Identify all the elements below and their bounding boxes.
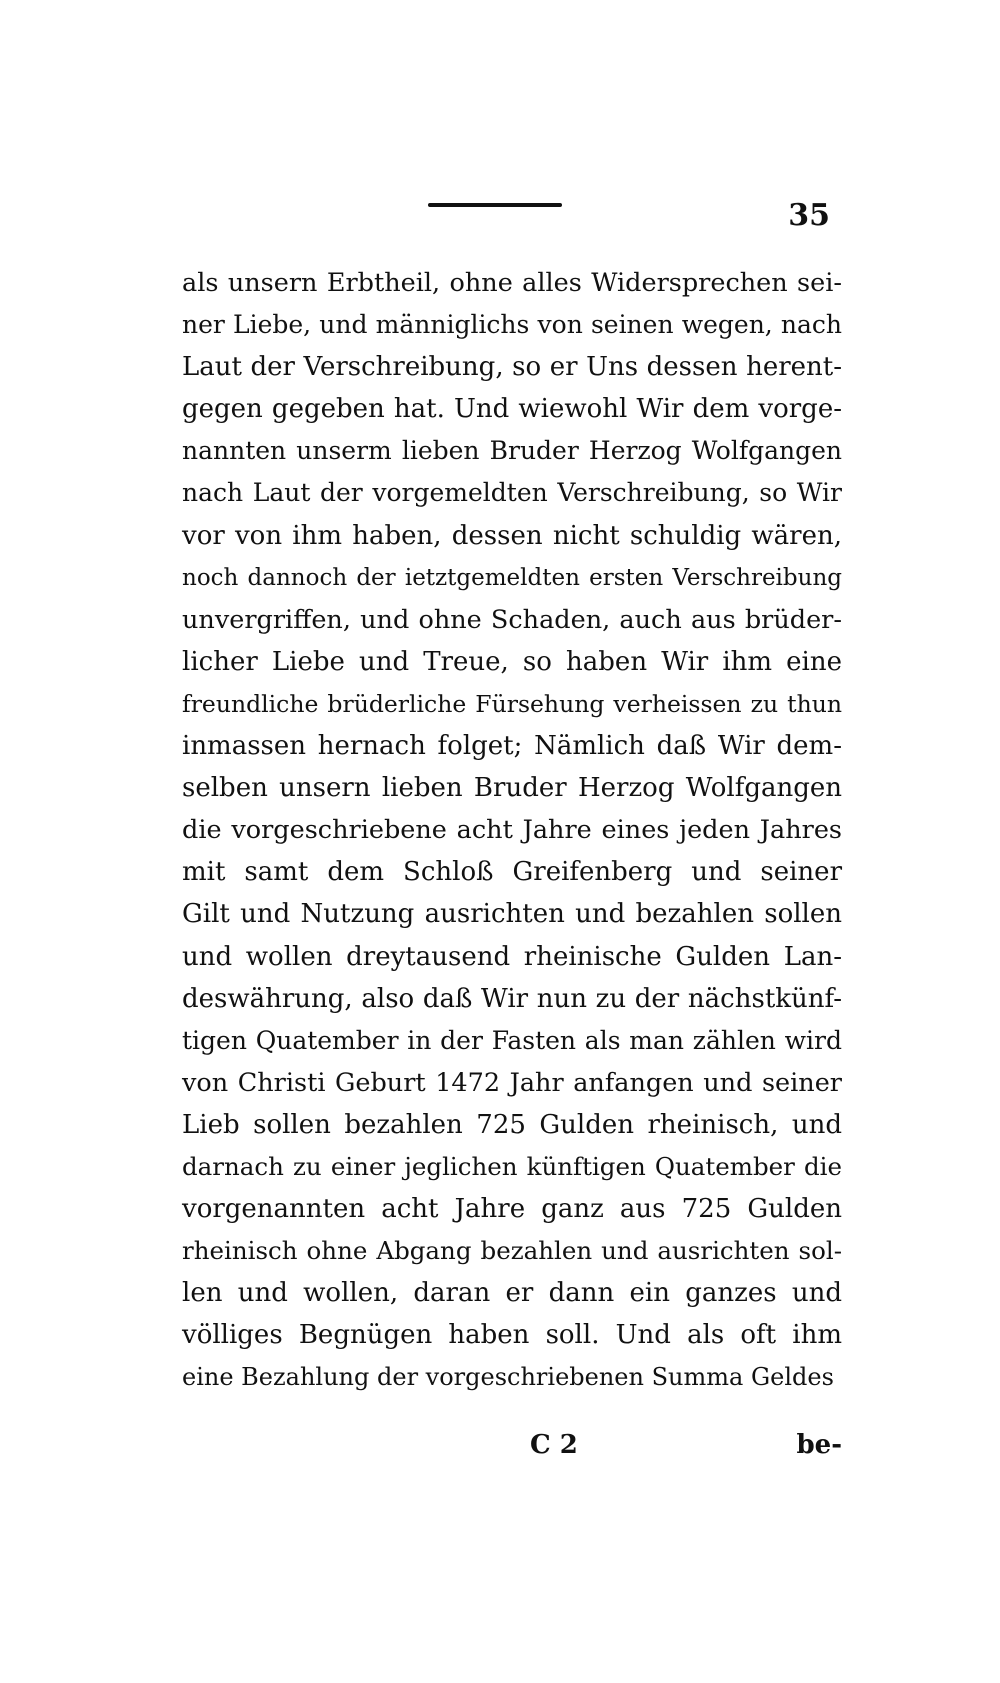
text-line: licher Liebe und Treue, so haben Wir ihm eine <box>182 646 842 677</box>
text-line: vorgenannten acht Jahre ganz aus 725 Gulden <box>182 1194 842 1225</box>
text-line: tigen Quatember in der Fasten als man zählen wird <box>182 1025 842 1055</box>
text-line: unvergriffen, und ohne Schaden, auch aus brüder- <box>182 604 842 635</box>
text-line: mit samt dem Schloß Greifenberg und seiner <box>182 857 842 888</box>
text-line: Laut der Verschreibung, so er Uns dessen herent- <box>182 352 842 383</box>
text-line: inmassen hernach folget; Nämlich daß Wir dem- <box>182 731 842 762</box>
text-line: ner Liebe, und männiglichs von seinen wegen, nach <box>182 310 842 340</box>
catchword: be- <box>796 1430 842 1460</box>
header-rule <box>428 203 562 207</box>
signature-mark: C 2 <box>530 1430 578 1460</box>
page-number: 35 <box>788 198 830 233</box>
text-line: die vorgeschriebene acht Jahre eines jeden Jahres <box>182 815 842 846</box>
text-line: von Christi Geburt 1472 Jahr anfangen und seiner <box>182 1067 842 1098</box>
text-line: selben unsern lieben Bruder Herzog Wolfgangen <box>182 773 842 804</box>
body-text <box>182 262 842 1399</box>
text-line: noch dannoch der ietztgemeldten ersten Verschreibung <box>182 564 842 591</box>
text-line: nach Laut der vorgemeldten Verschreibung, so Wir <box>182 478 842 508</box>
text-line: und wollen dreytausend rheinische Gulden Lan- <box>182 941 842 972</box>
text-line: deswährung, also daß Wir nun zu der nächstkünf- <box>182 983 842 1014</box>
page-footer <box>182 1425 842 1465</box>
text-line: Lieb sollen bezahlen 725 Gulden rheinisch, und <box>182 1109 842 1140</box>
text-line: vor von ihm haben, dessen nicht schuldig wären, <box>182 520 842 551</box>
text-line: völliges Begnügen haben soll. Und als oft ihm <box>182 1320 842 1351</box>
text-line: darnach zu einer jeglichen künftigen Quatember die <box>182 1151 842 1181</box>
text-line: eine Bezahlung der vorgeschriebenen Summa Geldes <box>182 1363 834 1392</box>
text-line: als unsern Erbtheil, ohne alles Widersprechen sei- <box>182 268 842 298</box>
text-line: nannten unserm lieben Bruder Herzog Wolfgangen <box>182 436 842 466</box>
text-line: freundliche brüderliche Fürsehung verheissen zu thun <box>182 689 842 718</box>
text-line: len und wollen, daran er dann ein ganzes und <box>182 1278 842 1309</box>
text-line: gegen gegeben hat. Und wiewohl Wir dem vorge- <box>182 394 842 425</box>
text-line: Gilt und Nutzung ausrichten und bezahlen sollen <box>182 899 842 930</box>
text-line: rheinisch ohne Abgang bezahlen und ausrichten sol- <box>182 1236 842 1266</box>
